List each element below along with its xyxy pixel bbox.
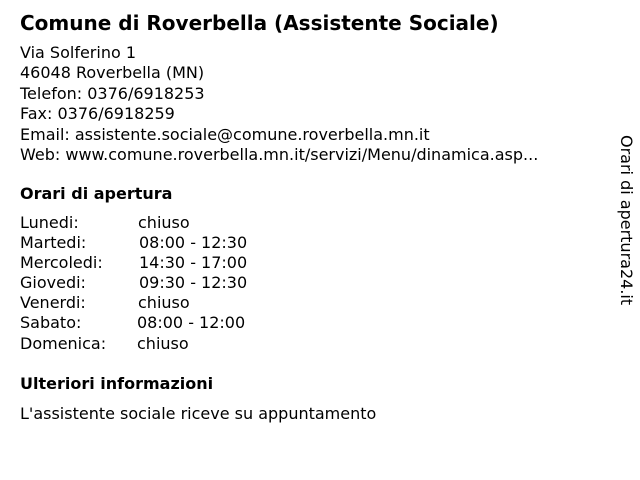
day-label: Giovedi: [20,273,86,293]
day-hours: 08:00 - 12:30 [139,233,248,253]
day-hours: 09:30 - 12:30 [139,273,248,293]
hours-heading: Orari di apertura [20,184,173,203]
info-heading: Ulteriori informazioni [20,374,214,393]
address-block [20,43,538,165]
day-label: Mercoledi: [20,253,103,273]
brand-watermark [612,135,638,310]
day-label: Domenica: [20,333,107,353]
address-city: 46048 Roverbella (MN) [20,63,205,83]
web-address: Web: www.comune.roverbella.mn.it/servizi/Menu/dinamica.asp... [20,144,539,164]
day-label: Sabato: [20,313,82,333]
day-label: Venerdi: [20,293,86,313]
address-street: Via Solferino 1 [20,43,137,62]
phone-number: Telefon: 0376/6918253 [20,83,205,103]
day-label: Martedi: [20,233,87,253]
day-hours: chiuso [138,293,190,313]
day-label: Lunedi: [20,213,79,232]
day-hours: chiuso [137,333,189,353]
day-hours: 14:30 - 17:00 [139,253,248,273]
page-title: Comune di Roverbella (Assistente Sociale) [20,11,499,35]
day-hours: chiuso [138,213,190,232]
info-text: L'assistente sociale riceve su appuntamento [20,404,377,423]
email-address: Email: assistente.sociale@comune.roverbella.mn.it [20,124,430,144]
brand-text: Orari di apertura24.it [617,135,636,306]
fax-number: Fax: 0376/6918259 [20,104,175,124]
day-hours: 08:00 - 12:00 [137,313,246,333]
